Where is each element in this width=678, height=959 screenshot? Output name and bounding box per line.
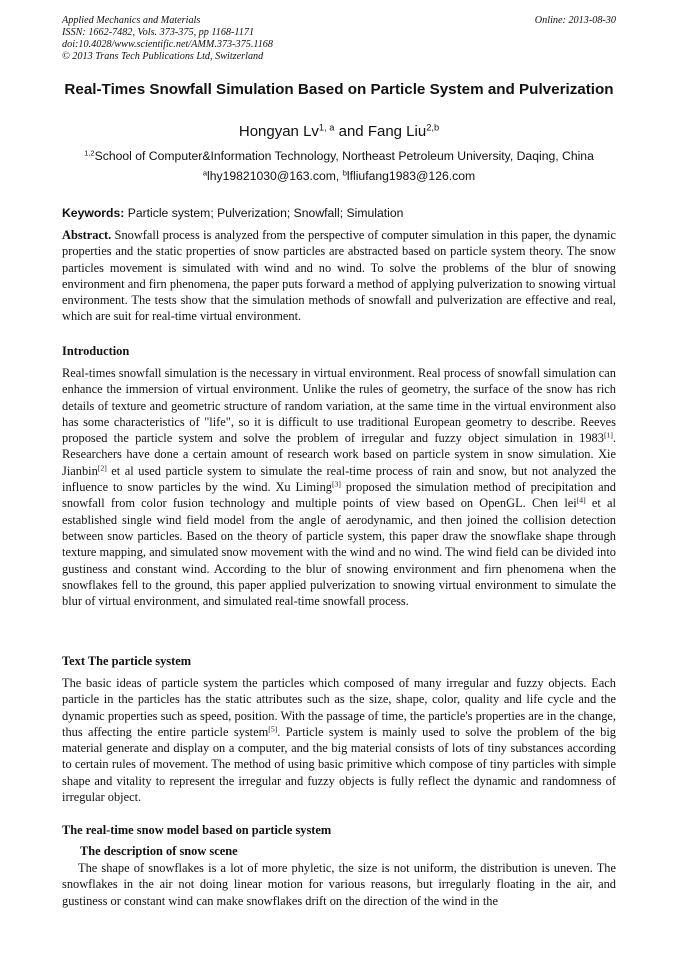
- paper-title: Real-Times Snowfall Simulation Based on Particle System and Pulverization: [64, 81, 614, 98]
- affiliation: [40, 149, 638, 164]
- affiliation-text: School of Computer&Information Technology, Northeast Petroleum University, Daqing, China: [94, 149, 594, 163]
- citation-4: [4]: [576, 495, 586, 505]
- introduction-paragraph: [62, 365, 616, 609]
- abstract: [62, 227, 616, 325]
- email-b-marker: b: [342, 168, 347, 178]
- introduction-heading: Introduction: [62, 344, 130, 358]
- email-a-marker: a: [202, 168, 208, 178]
- online-date: Online: 2013-08-30: [534, 15, 616, 26]
- abstract-label: Abstract.: [62, 228, 112, 242]
- particle-system-heading: Text The particle system: [62, 654, 192, 668]
- copyright-line: © 2013 Trans Tech Publications Ltd, Switzerland: [62, 51, 264, 62]
- author-line: [62, 122, 616, 141]
- journal-header: [62, 15, 616, 63]
- intro-text-5: et al established single wind field model from the angle of aerodynamic, and then joined the collision detection between snow particles. Based on the theory of particle system, this paper draw the snowflake shape through texture mapping, and simulated snow movement with the wind and no wind. The wind field can be divided into gustiness and constant wind. According to the blur of snowing environment and firn phenomena when the snowflakes fell to the ground, this paper applied pulverization to snowing virtual environment to simulate the blur of virtual environment, and simulated real-time snowfall process.: [62, 496, 616, 609]
- intro-text-3: et al used particle system to simulate the real-time process of rain and snow, but not analyzed the influence to snow particles by the wind. Xu Liming: [62, 463, 616, 495]
- author-conjunction: and: [334, 123, 368, 140]
- intro-text-4: proposed the simulation method of precipitation and snowfall from color fusion technology and multiple points of view based on OpenGL. Chen lei: [62, 480, 616, 511]
- email-b: lfliufang1983@126.com: [346, 169, 476, 183]
- author-1: Hongyan Lv: [238, 123, 319, 140]
- email-line: [62, 169, 616, 184]
- doi-line: doi:10.4028/www.scientific.net/AMM.373-375.1168: [62, 39, 273, 50]
- citation-2: [2]: [97, 463, 107, 473]
- journal-name: Applied Mechanics and Materials: [62, 15, 201, 26]
- citation-3: [3]: [331, 479, 341, 489]
- author-2-affil: 2,b: [426, 122, 440, 133]
- intro-text-1: Real-times snowfall simulation is the necessary in virtual environment. Real process of snowfall simulation can enhance the immersion of virtual environment. Unlike the rules of geometry, the surface of the snow has rich details of texture and geometric structure of random variation, at the same time in the virtual environment also has some characteristics of "life", so it is difficult to use traditional European geometry to describe. Reeves proposed the particle system and solve the problem of irregular and fuzzy object simulation in 1983: [62, 366, 616, 446]
- keywords: [62, 206, 622, 221]
- intro-text-2: . Researchers have done a certain amount of research work based on particle system in snow simulation. Xie Jianbin: [62, 431, 616, 478]
- particle-system-paragraph: [62, 675, 616, 805]
- author-2: Fang Liu: [367, 123, 427, 140]
- citation-5: [5]: [268, 724, 278, 734]
- author-1-affil: 1, a: [318, 122, 335, 133]
- issn-line: ISSN: 1662-7482, Vols. 373-375, pp 1168-1171: [62, 27, 255, 38]
- abstract-text: Snowfall process is analyzed from the perspective of computer simulation in this paper, the dynamic properties and the static properties of snow particles are abstracted based on particle system theory. The snow particles movement is simulated with wind and no wind. To solve the problems of the blur of snowing environment and firn phenomena, the paper puts forward a method of applying pulverization to snowing virtual environment. The tests show that the simulation methods of snowfall and pulverization are effective and real, which are suit for real-time virtual environment.: [62, 228, 616, 324]
- particle-text-2: . Particle system is mainly used to solve the problem of the big material generate and display on a computer, and the big material consists of lots of tiny substances according to certain rules of movement. The method of using basic primitive which compose of tiny particles with simple shape and vitality to represent the irregular and fuzzy objects is fully reflect the dynamic and randomness of irregular object.: [62, 724, 617, 805]
- citation-1: [1]: [603, 430, 613, 440]
- particle-text-1: The basic ideas of particle system the particles which composed of many irregular and fuzzy objects. Each particle in the particles has the static attributes such as the size, shape, color, quality and life cycle and the dynamic properties such as speed, position. With the passage of time, the particle's properties are in the change, thus affecting the entire particle system: [62, 676, 616, 739]
- keywords-label: Keywords:: [62, 206, 125, 220]
- snow-scene-paragraph: The shape of snowflakes is a lot of more phyletic, the size is not uniform, the distribution is uneven. The snowflakes in the air not doing linear motion for various reasons, but irregularly floating in the air, and gustiness or constant wind can make snowflakes drift on the direction of the wind in the: [62, 861, 616, 908]
- snow-model-heading: The real-time snow model based on particle system: [62, 823, 332, 837]
- snow-scene-subheading: The description of snow scene: [80, 844, 238, 858]
- keywords-text: Particle system; Pulverization; Snowfall; Simulation: [124, 206, 404, 220]
- email-a: lhy19821030@163.com,: [207, 169, 343, 183]
- affiliation-marker: 1,2: [84, 148, 95, 158]
